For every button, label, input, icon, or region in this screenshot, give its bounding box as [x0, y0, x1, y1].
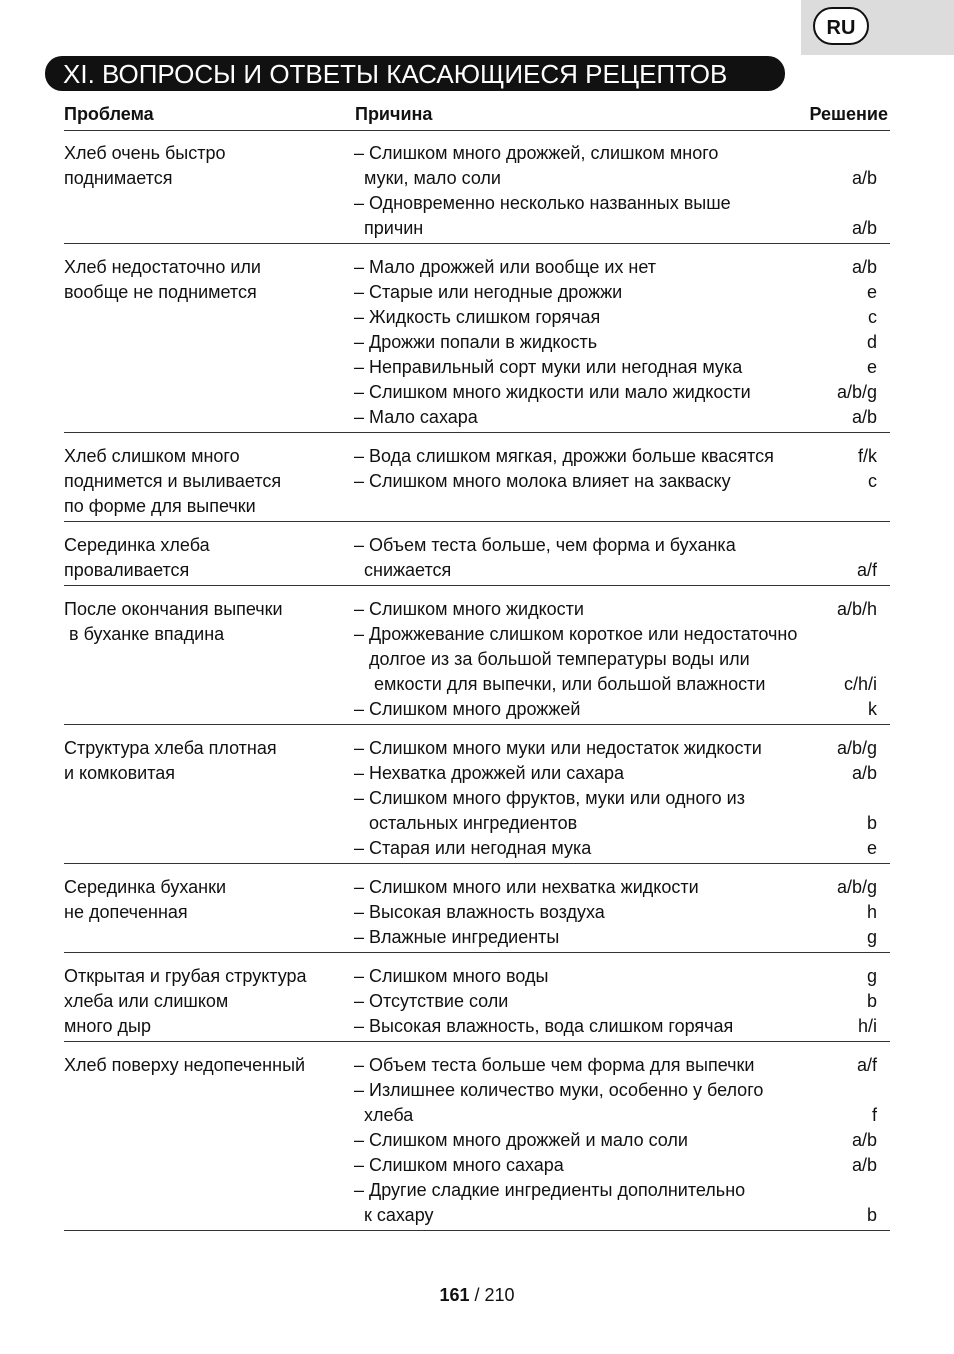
solution-code: g: [866, 966, 877, 986]
cause-list: [354, 444, 877, 519]
solution-code: c/h/i: [843, 674, 877, 694]
cause-text: – Старые или негодные дрожжи: [354, 282, 623, 302]
cause-line: [354, 305, 877, 330]
table-row: [64, 255, 890, 433]
cause-list: [354, 141, 877, 241]
cause-line: [354, 469, 877, 494]
solution-code: b: [866, 991, 877, 1011]
section-title: XI. ВОПРОСЫ И ОТВЕТЫ КАСАЮЩИЕСЯ РЕЦЕПТОВ: [45, 56, 785, 91]
problem-cell: Хлеб недостаточно или вообще не поднимется: [64, 257, 261, 302]
solution-code: k: [868, 699, 877, 719]
cause-text: – Вода слишком мягкая, дрожжи больше квасятся: [354, 446, 774, 466]
cause-text: снижается: [354, 560, 452, 580]
solution-code: c: [868, 471, 877, 491]
table-row: [64, 875, 890, 953]
cause-line: [354, 672, 877, 697]
cause-text: – Слишком много жидкости: [354, 599, 584, 619]
cause-line: [354, 280, 877, 305]
solution-code: a/b: [851, 168, 877, 188]
solution-code: d: [866, 332, 877, 352]
solution-code: a/b: [851, 1155, 877, 1175]
cause-text: – Слишком много воды: [354, 966, 549, 986]
cause-line: [354, 558, 877, 583]
cause-line: [354, 166, 877, 191]
cause-line: [354, 597, 877, 622]
cause-list: [354, 736, 877, 861]
solution-code: a/b/g: [836, 738, 877, 758]
solution-code: e: [866, 282, 877, 302]
cause-line: [354, 444, 877, 469]
cause-line: [354, 811, 877, 836]
cause-text: емкости для выпечки, или большой влажности: [354, 674, 766, 694]
cause-text: к сахару: [354, 1205, 434, 1225]
solution-code: f: [871, 1105, 877, 1125]
cause-text: – Влажные ингредиенты: [354, 927, 560, 947]
cause-line: [354, 925, 877, 950]
problem-cell: Структура хлеба плотная и комковитая: [64, 738, 277, 783]
solution-code: a/b: [851, 1130, 877, 1150]
cause-text: – Жидкость слишком горячая: [354, 307, 601, 327]
problem-cell: Хлеб поверху недопеченный: [64, 1055, 306, 1075]
solution-code: c: [868, 307, 877, 327]
cause-text: – Высокая влажность, вода слишком горячая: [354, 1016, 734, 1036]
header-solution: Решение: [809, 104, 888, 124]
cause-line: [354, 1014, 877, 1039]
solution-code: g: [866, 927, 877, 947]
solution-code: h/i: [857, 1016, 877, 1036]
cause-line: [354, 255, 877, 280]
solution-code: b: [866, 1205, 877, 1225]
cause-text: – Дрожжевание слишком короткое или недостаточно: [354, 624, 798, 644]
table-row: [64, 1053, 890, 1231]
cause-text: – Одновременно несколько названных выше: [354, 193, 731, 213]
problem-cell: Серединка хлеба проваливается: [64, 535, 210, 580]
language-badge: RU: [813, 7, 869, 45]
cause-line: [354, 1078, 877, 1103]
cause-line: [354, 1053, 877, 1078]
troubleshooting-table: [64, 141, 890, 1242]
cause-text: – Другие сладкие ингредиенты дополнительно: [354, 1180, 746, 1200]
solution-code: a/b: [851, 407, 877, 427]
cause-line: [354, 216, 877, 241]
solution-code: a/b/g: [836, 877, 877, 897]
cause-line: [354, 697, 877, 722]
cause-line: [354, 736, 877, 761]
solution-code: a/b/g: [836, 382, 877, 402]
page-current: 161: [439, 1285, 470, 1305]
cause-line: [354, 1178, 877, 1203]
cause-text: – Слишком много дрожжей и мало соли: [354, 1130, 688, 1150]
cause-text: – Слишком много фруктов, муки или одного из: [354, 788, 745, 808]
cause-line: [354, 761, 877, 786]
problem-cell: После окончания выпечки в буханке впадина: [64, 599, 283, 644]
cause-line: [354, 1203, 877, 1228]
cause-line: [354, 989, 877, 1014]
cause-list: [354, 1053, 877, 1228]
cause-text: – Отсутствие соли: [354, 991, 509, 1011]
cause-list: [354, 597, 877, 722]
table-header: [64, 104, 890, 131]
page-total: / 210: [469, 1285, 515, 1305]
cause-text: – Неправильный сорт муки или негодная мука: [354, 357, 743, 377]
solution-code: a/f: [856, 1055, 877, 1075]
solution-code: a/f: [856, 560, 877, 580]
cause-line: [354, 647, 877, 672]
cause-line: [354, 191, 877, 216]
table-row: [64, 736, 890, 864]
language-tab: [801, 0, 954, 55]
cause-text: – Старая или негодная мука: [354, 838, 592, 858]
cause-line: [354, 786, 877, 811]
cause-text: остальных ингредиентов: [354, 813, 578, 833]
cause-list: [354, 255, 877, 430]
table-row: [64, 141, 890, 244]
table-row: [64, 964, 890, 1042]
problem-cell: Серединка буханки не допеченная: [64, 877, 227, 922]
solution-code: b: [866, 813, 877, 833]
cause-text: – Слишком много муки или недостаток жидкости: [354, 738, 762, 758]
cause-text: – Слишком много или нехватка жидкости: [354, 877, 699, 897]
cause-line: [354, 964, 877, 989]
solution-code: a/b: [851, 257, 877, 277]
cause-list: [354, 875, 877, 950]
cause-line: [354, 330, 877, 355]
solution-code: e: [866, 838, 877, 858]
table-row: [64, 597, 890, 725]
page-number: [0, 1285, 954, 1306]
cause-text: – Дрожжи попали в жидкость: [354, 332, 598, 352]
cause-text: – Слишком много жидкости или мало жидкости: [354, 382, 751, 402]
problem-cell: Открытая и грубая структура хлеба или слишком много дыр: [64, 966, 307, 1036]
solution-code: a/b/h: [836, 599, 877, 619]
header-cause: Причина: [355, 104, 433, 124]
solution-code: f/k: [857, 446, 877, 466]
cause-line: [354, 875, 877, 900]
cause-line: [354, 900, 877, 925]
cause-text: хлеба: [354, 1105, 414, 1125]
cause-text: – Высокая влажность воздуха: [354, 902, 605, 922]
cause-text: – Слишком много молока влияет на закваску: [354, 471, 731, 491]
cause-text: – Слишком много сахара: [354, 1155, 564, 1175]
cause-line: [354, 622, 877, 647]
cause-text: муки, мало соли: [354, 168, 501, 188]
header-problem: Проблема: [64, 104, 154, 124]
cause-line: [354, 533, 877, 558]
solution-code: e: [866, 357, 877, 377]
cause-line: [354, 405, 877, 430]
cause-text: – Объем теста больше, чем форма и буханка: [354, 535, 736, 555]
cause-text: – Объем теста больше чем форма для выпечки: [354, 1055, 755, 1075]
solution-code: a/b: [851, 763, 877, 783]
cause-line: [354, 494, 877, 519]
cause-list: [354, 533, 877, 583]
cause-text: – Излишнее количество муки, особенно у белого: [354, 1080, 764, 1100]
problem-cell: Хлеб слишком много поднимется и выливается по форме для выпечки: [64, 446, 282, 516]
cause-text: – Мало дрожжей или вообще их нет: [354, 257, 656, 277]
cause-text: долгое из за большой температуры воды или: [354, 649, 750, 669]
solution-code: h: [866, 902, 877, 922]
cause-text: причин: [354, 218, 424, 238]
solution-code: a/b: [851, 218, 877, 238]
cause-line: [354, 355, 877, 380]
problem-cell: Хлеб очень быстро поднимается: [64, 143, 226, 188]
cause-text: – Слишком много дрожжей, слишком много: [354, 143, 719, 163]
table-row: [64, 533, 890, 586]
cause-line: [354, 1103, 877, 1128]
cause-text: – Мало сахара: [354, 407, 478, 427]
cause-line: [354, 380, 877, 405]
cause-list: [354, 964, 877, 1039]
cause-line: [354, 836, 877, 861]
table-row: [64, 444, 890, 522]
cause-line: [354, 1128, 877, 1153]
cause-text: – Слишком много дрожжей: [354, 699, 581, 719]
cause-line: [354, 1153, 877, 1178]
cause-line: [354, 141, 877, 166]
cause-text: – Нехватка дрожжей или сахара: [354, 763, 625, 783]
